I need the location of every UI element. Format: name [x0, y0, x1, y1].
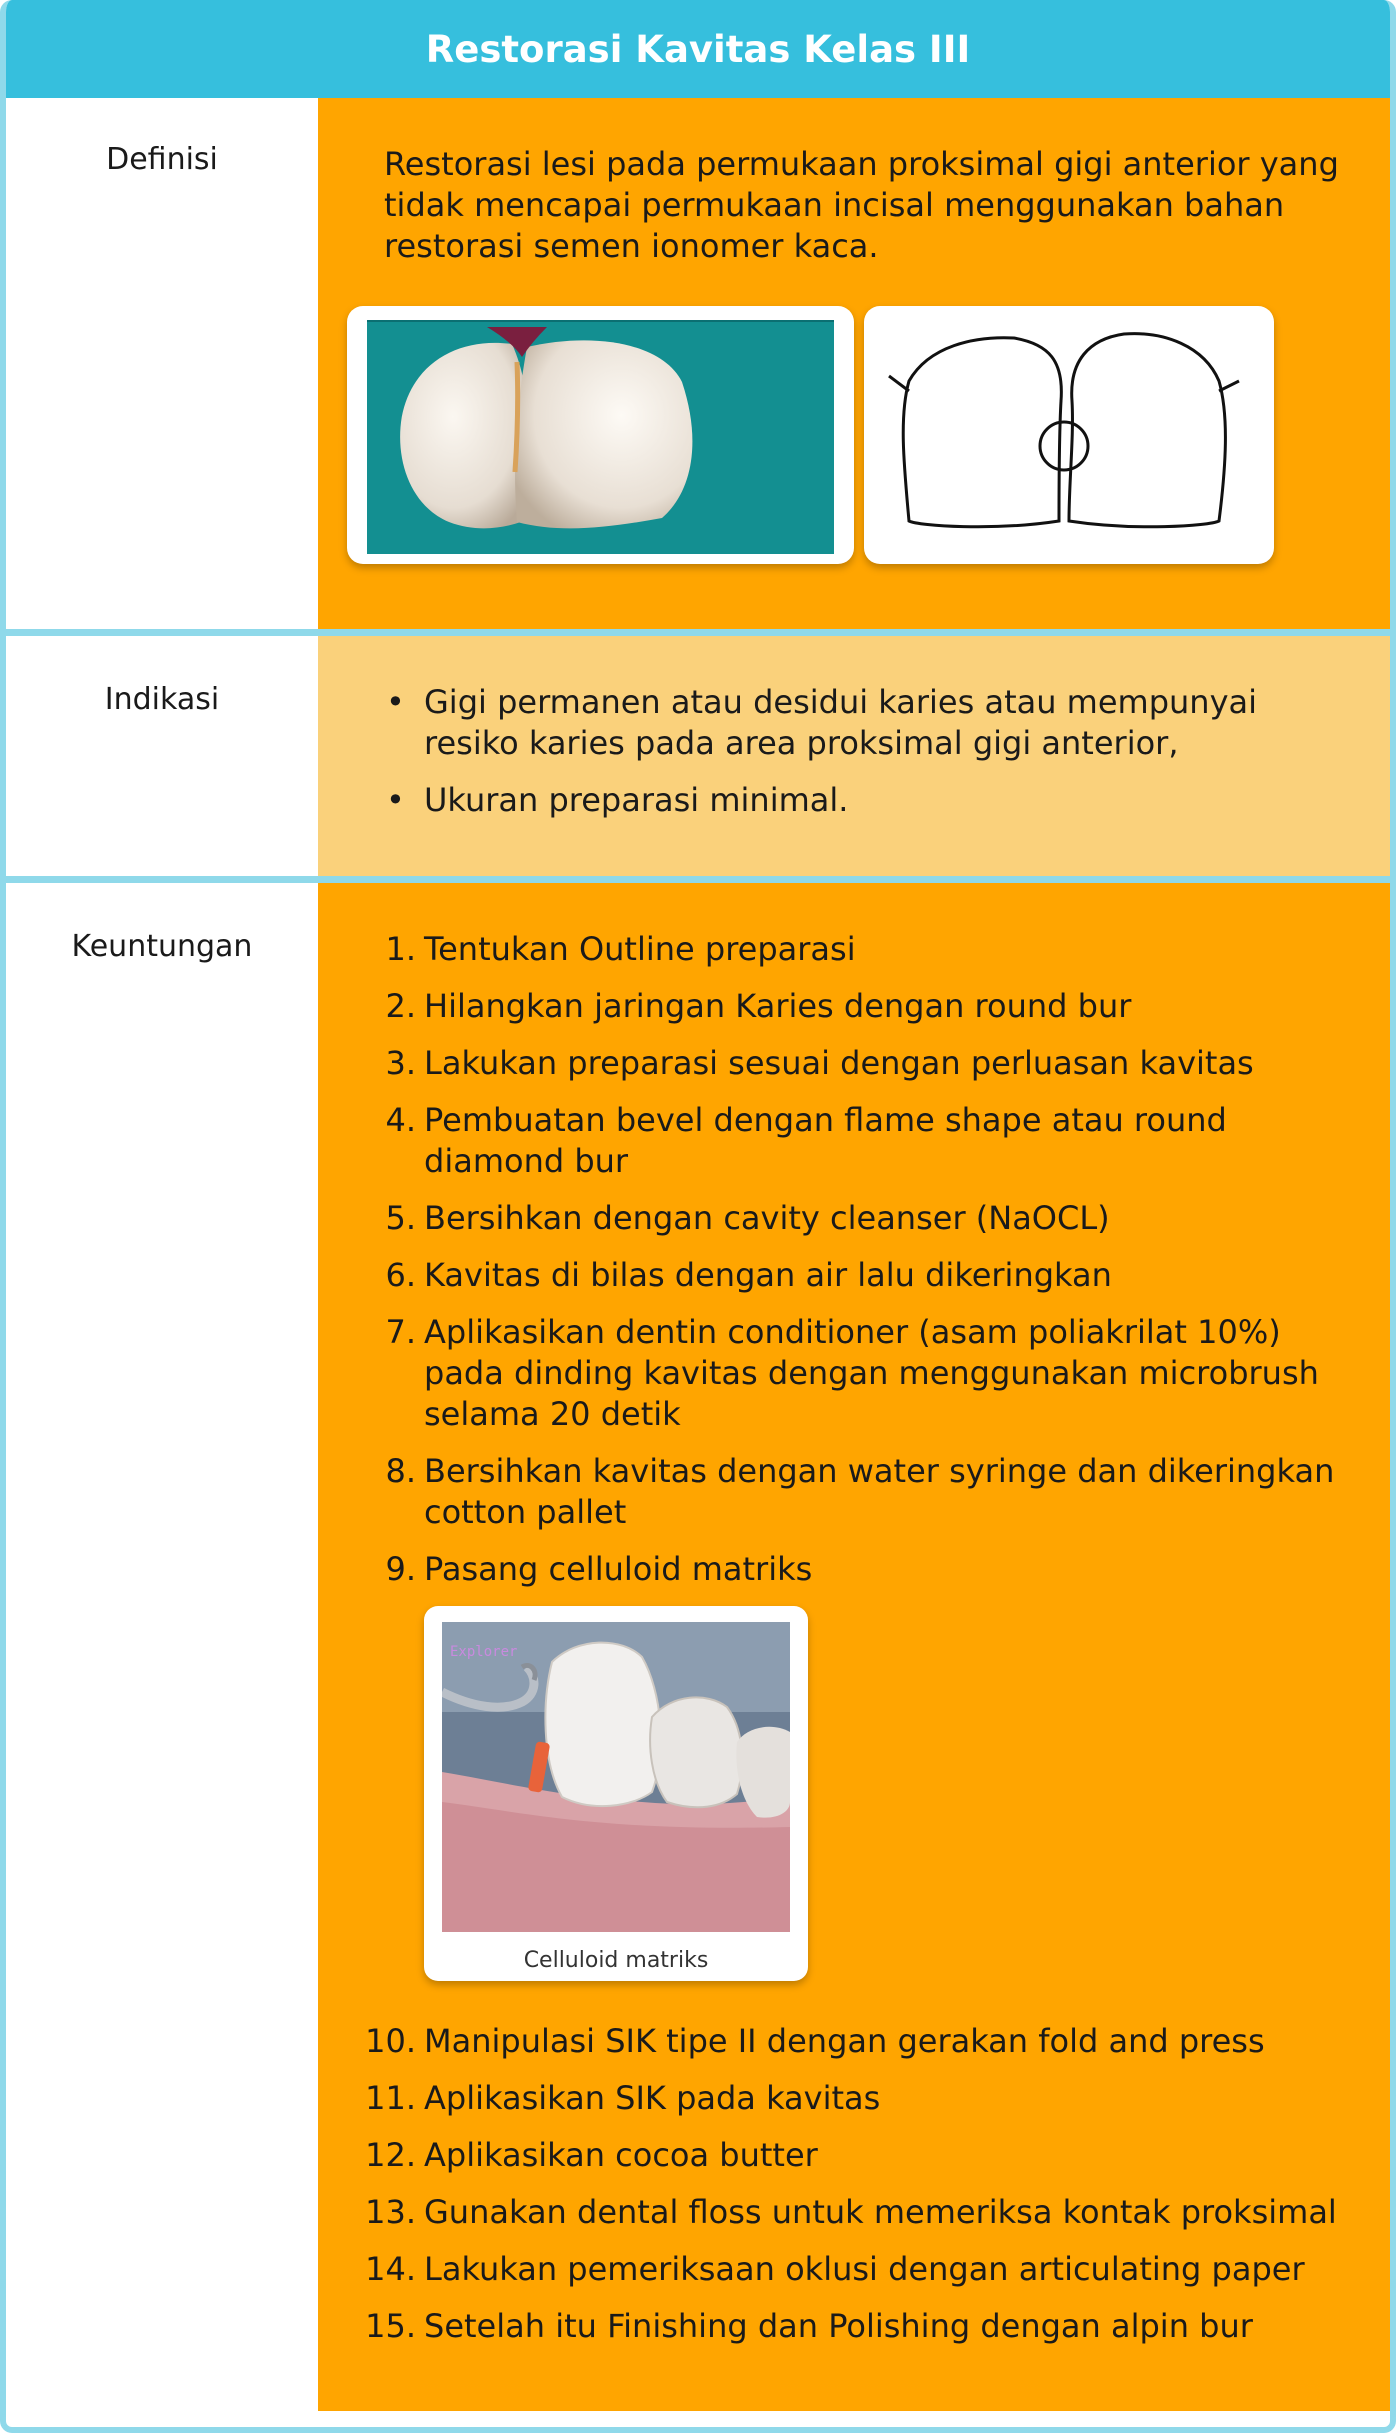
- row-indikasi: [6, 636, 1390, 876]
- step-number: 12.: [365, 2136, 416, 2174]
- step-number: 13.: [365, 2193, 416, 2231]
- tooth-drawing-svg: [864, 306, 1274, 564]
- list-item: [384, 780, 1350, 821]
- list-item: [365, 2135, 1350, 2176]
- list-item: [384, 929, 1350, 970]
- label-definisi: Definisi: [106, 142, 218, 177]
- row-separator: [6, 629, 1390, 636]
- step-text: Kavitas di bilas dengan air lalu dikeringkan: [424, 1256, 1112, 1294]
- step-text: Gunakan dental floss untuk memeriksa kontak proksimal: [424, 2193, 1337, 2231]
- tooth-photo: [347, 306, 854, 564]
- step-text: Bersihkan dengan cavity cleanser (NaOCL): [424, 1199, 1110, 1237]
- step-number: 4.: [385, 1101, 416, 1139]
- list-item: [365, 2192, 1350, 2233]
- step-number: 7.: [385, 1313, 416, 1351]
- step-number: 1.: [385, 930, 416, 968]
- content-definisi: [318, 98, 1390, 629]
- list-item: [384, 1312, 1350, 1435]
- figure-caption: Celluloid matriks: [523, 1948, 709, 1973]
- step-text: Tentukan Outline preparasi: [424, 930, 856, 968]
- steps-list-b: [365, 2021, 1350, 2347]
- list-item: [384, 1100, 1350, 1182]
- step-text: Aplikasikan SIK pada kavitas: [424, 2079, 881, 2117]
- indikasi-list: [384, 682, 1350, 821]
- bullet-marker: •: [386, 683, 405, 721]
- content-indikasi: [318, 636, 1390, 876]
- step-text: Manipulasi SIK tipe II dengan gerakan fold and press: [424, 2022, 1265, 2060]
- row-separator: [6, 876, 1390, 883]
- card-title: Restorasi Kavitas Kelas III: [6, 0, 1390, 98]
- list-item: [384, 1549, 1350, 1590]
- step-number: 6.: [385, 1256, 416, 1294]
- list-item: [384, 1255, 1350, 1296]
- step-text: Pembuatan bevel dengan flame shape atau round diamond bur: [424, 1101, 1227, 1180]
- label-indikasi: Indikasi: [104, 682, 220, 717]
- definisi-images: [384, 306, 1350, 606]
- label-keuntungan: Keuntungan: [71, 929, 253, 964]
- step-number: 3.: [385, 1044, 416, 1082]
- list-item-text: Gigi permanen atau desidui karies atau mempunyai resiko karies pada area proksimal gigi anterior,: [424, 683, 1258, 762]
- celluloid-matrix-figure: [424, 1606, 808, 1981]
- celluloid-matrix-image: [442, 1622, 790, 1932]
- step-number: 5.: [385, 1199, 416, 1237]
- steps-list-a: [384, 929, 1350, 1590]
- step-text: Aplikasikan dentin conditioner (asam poliakrilat 10%) pada dinding kavitas dengan menggunakan microbrush selama 20 detik: [424, 1313, 1319, 1433]
- list-item: [384, 1198, 1350, 1239]
- list-item: [384, 1043, 1350, 1084]
- list-item: [365, 2021, 1350, 2062]
- definisi-text: Restorasi lesi pada permukaan proksimal gigi anterior yang tidak mencapai permukaan incisal menggunakan bahan restorasi semen ionomer kaca.: [384, 145, 1339, 265]
- list-item: [384, 682, 1350, 764]
- step-text: Lakukan preparasi sesuai dengan perluasan kavitas: [424, 1044, 1254, 1082]
- step-number: 8.: [385, 1452, 416, 1490]
- list-item: [365, 2078, 1350, 2119]
- step-text: Lakukan pemeriksaan oklusi dengan articulating paper: [424, 2250, 1305, 2288]
- step-number: 10.: [365, 2022, 416, 2060]
- list-item: [384, 1451, 1350, 1533]
- tooth-drawing: [864, 306, 1274, 564]
- list-item-text: Ukuran preparasi minimal.: [424, 781, 849, 819]
- row-keuntungan: [6, 883, 1390, 2411]
- step-number: 9.: [385, 1550, 416, 1588]
- list-item: [384, 986, 1350, 1027]
- step-text: Pasang celluloid matriks: [424, 1550, 813, 1588]
- step-text: Bersihkan kavitas dengan water syringe dan dikeringkan cotton pallet: [424, 1452, 1335, 1531]
- tooth-photo-image: [367, 320, 834, 554]
- row-definisi: [6, 98, 1390, 629]
- step-text: Hilangkan jaringan Karies dengan round bur: [424, 987, 1132, 1025]
- list-item: [365, 2249, 1350, 2290]
- step-number: 11.: [365, 2079, 416, 2117]
- list-item: [365, 2306, 1350, 2347]
- step-text: Setelah itu Finishing dan Polishing dengan alpin bur: [424, 2307, 1253, 2345]
- content-keuntungan: [318, 883, 1390, 2411]
- explorer-label: Explorer: [450, 1644, 518, 1660]
- tooth-photo-svg: [367, 322, 834, 554]
- bullet-marker: •: [386, 781, 405, 819]
- step-number: 14.: [365, 2250, 416, 2288]
- step-number: 15.: [365, 2307, 416, 2345]
- step-text: Aplikasikan cocoa butter: [424, 2136, 818, 2174]
- step-number: 2.: [385, 987, 416, 1025]
